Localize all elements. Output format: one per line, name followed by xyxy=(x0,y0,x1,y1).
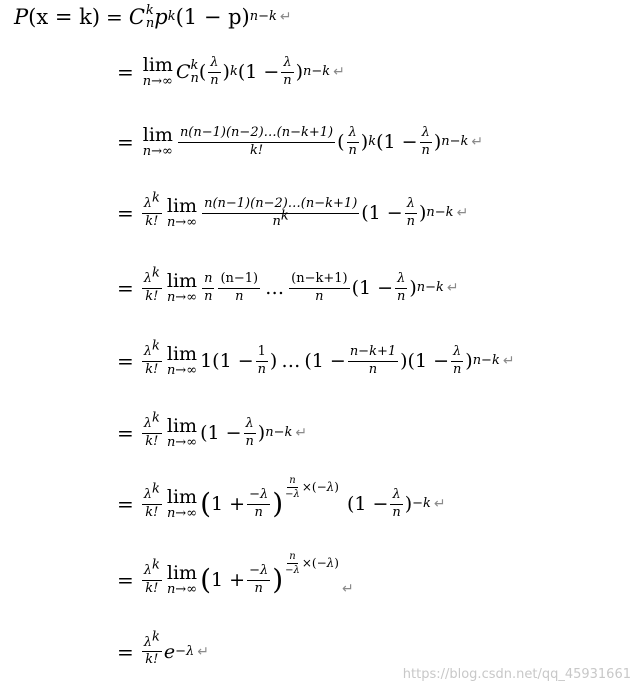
return-arrow-icon: ↵ xyxy=(333,64,345,80)
sup-k: k xyxy=(167,9,176,24)
fraction-falling-product-over-n-k: $\frac{n(n-1)(n-2)\dots(n-k+1)}{n^k}$ xyxy=(204,196,358,229)
equals-sign: = xyxy=(117,130,134,154)
equals-sign: = xyxy=(117,201,134,225)
equation-line-1 xyxy=(14,4,292,30)
limit-operator: lim n→∞ xyxy=(166,343,198,378)
return-arrow-icon: ↵ xyxy=(446,280,459,296)
equation-line-4: = $\frac{\lambda^k}{k!}$ lim n→∞ $\frac{n(n-1)(n-2)\dots(n-k+1)}{n^k}$ (1 − $\frac{\lambda}{n}$ ) n−k ↵ xyxy=(117,190,469,230)
return-arrow-icon: ↵ xyxy=(295,425,308,441)
equals-sign: = xyxy=(117,492,134,516)
equals-sign: = xyxy=(117,421,134,445)
symbol-e: e xyxy=(163,640,176,663)
limit-operator: lim n→∞ xyxy=(166,486,198,521)
symbol-C: C xyxy=(175,61,191,83)
symbol-C: C xyxy=(128,5,145,29)
return-arrow-icon: ↵ xyxy=(341,581,354,597)
return-arrow-icon: ↵ xyxy=(471,134,484,150)
equals-sign: = xyxy=(117,639,134,664)
limit-operator: lim n→∞ xyxy=(142,54,173,89)
limit-operator: lim n→∞ xyxy=(166,270,198,305)
equation-lhs xyxy=(14,4,292,30)
equation-line-9: = $\frac{\lambda^k}{k!}$ lim n→∞ ( 1 + $\frac{-\lambda}{n}$ ) $\frac{n}{-\lambda}$ ×( −λ ) ↵ xyxy=(117,550,354,597)
fraction-lambda-over-n: $\frac{\lambda}{n}$ xyxy=(283,55,292,88)
equation-line-5: = $\frac{\lambda^k}{k!}$ lim n→∞ $\frac{n}{n}$ $\frac{(n-1)}{n}$ … $\frac{(n-k+1)}{n}$ (1 − $\frac{\lambda}{n}$ ) n−k ↵ xyxy=(117,265,459,305)
sup-n-minus-k: n−k xyxy=(249,9,277,24)
limit-operator: lim n→∞ xyxy=(166,415,198,450)
fraction-falling-product-over-kfact: $\frac{n(n-1)(n-2)\dots(n-k+1)}{k!}$ xyxy=(179,125,334,158)
limit-operator: lim n→∞ xyxy=(166,195,198,230)
return-arrow-icon: ↵ xyxy=(502,353,515,369)
equals-sign: = xyxy=(106,5,123,29)
return-arrow-icon: ↵ xyxy=(279,9,292,25)
one-minus-p: (1 − p) xyxy=(175,5,250,29)
limit-operator: lim n→∞ xyxy=(142,124,173,159)
watermark-url: https://blog.csdn.net/qq_45931661 xyxy=(402,667,631,682)
symbol-P: P xyxy=(14,5,29,29)
equation-line-10: = $\frac{\lambda^k}{k!}$ e −λ ↵ xyxy=(117,629,210,668)
symbol-p: p xyxy=(154,5,168,29)
equals-sign: = xyxy=(117,349,134,373)
equals-sign: = xyxy=(117,568,134,592)
equation-line-7: = $\frac{\lambda^k}{k!}$ lim n→∞ (1 − $\frac{\lambda}{n}$ ) n−k ↵ xyxy=(117,410,308,450)
equation-line-6: = $\frac{\lambda^k}{k!}$ lim n→∞ 1 (1 − $\frac{1}{n}$ ) … (1 − $\frac{n-k+1}{n}$ ) (1 − $\frac{\lambda}{n}$ ) n−k ↵ xyxy=(117,338,515,378)
limit-operator: lim n→∞ xyxy=(166,562,198,597)
sup-k: k xyxy=(145,3,154,18)
return-arrow-icon: ↵ xyxy=(433,496,446,512)
fraction-lambda-k-over-kfact: $\frac{\lambda^k}{k!}$ xyxy=(143,190,160,229)
fraction-lambda-over-n: $\frac{\lambda}{n}$ xyxy=(210,55,219,88)
sub-n: n xyxy=(145,16,155,31)
equals-sign: = xyxy=(117,276,134,300)
event-x-eq-k: (x = k) xyxy=(28,5,101,29)
equation-line-3: = lim n→∞ $\frac{n(n-1)(n-2)\dots(n-k+1)}{k!}$ ( $\frac{\lambda}{n}$ ) k (1 − $\frac{\lambda}{n}$ ) n−k ↵ xyxy=(117,124,484,159)
equation-line-2: = lim n→∞ C k n ( $\frac{\lambda}{n}$ ) k (1 − $\frac{\lambda}{n}$ ) n−k ↵ xyxy=(117,54,345,89)
return-arrow-icon: ↵ xyxy=(197,643,210,660)
equals-sign: = xyxy=(117,60,134,84)
return-arrow-icon: ↵ xyxy=(456,205,469,221)
equation-line-8: = $\frac{\lambda^k}{k!}$ lim n→∞ ( 1 + $\frac{-\lambda}{n}$ ) $\frac{n}{-\lambda}$ ×( −λ ) (1 − $\frac{\lambda}{n}$ ) −k ↵ xyxy=(117,474,446,521)
